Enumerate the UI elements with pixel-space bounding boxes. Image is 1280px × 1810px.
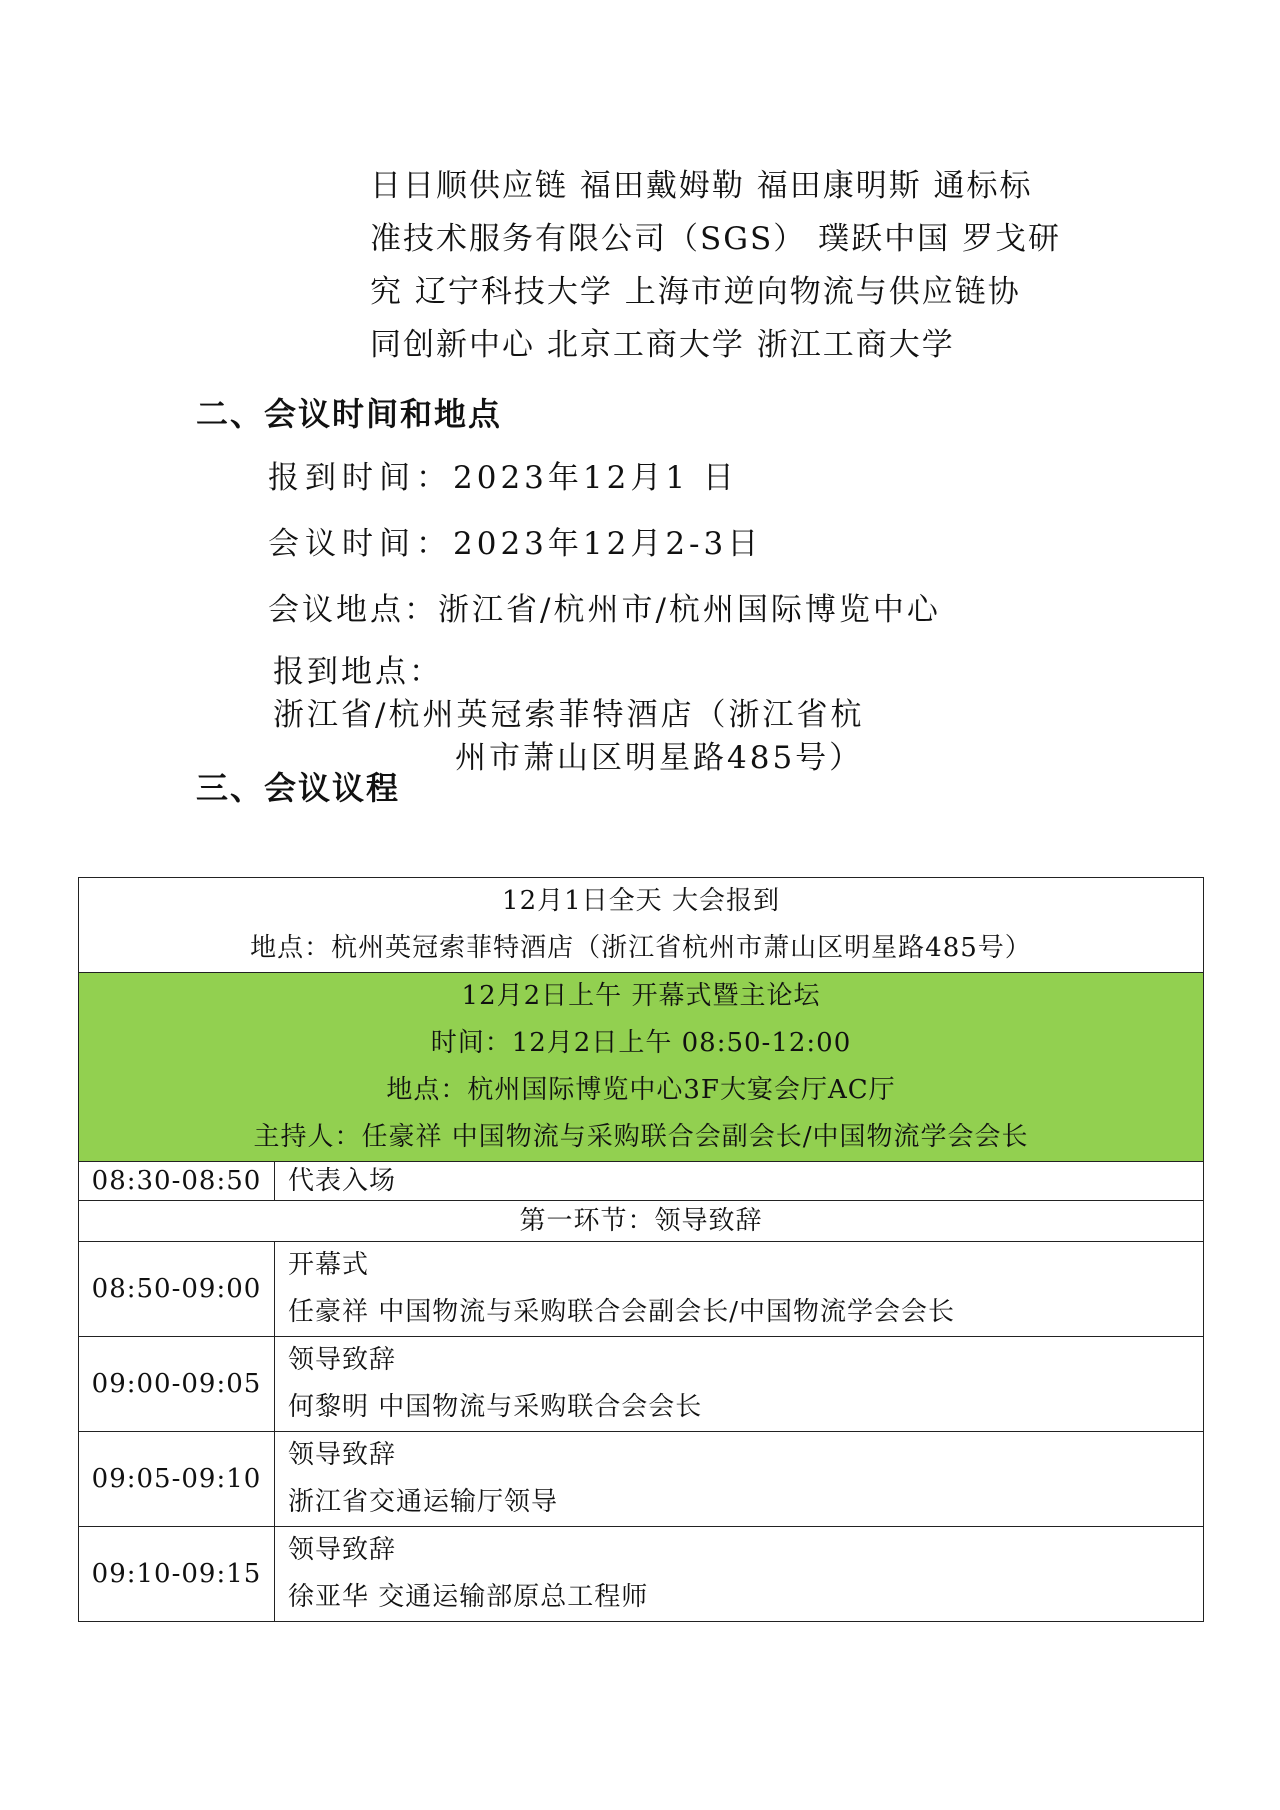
- table-row: [79, 1242, 1204, 1337]
- agenda-item-speaker: 浙江省交通运输厅领导: [288, 1487, 559, 1517]
- table-row: [79, 1432, 1204, 1527]
- agenda-time: 08:30-08:50: [79, 1162, 275, 1201]
- registration-day-title: 12月1日全天 大会报到: [502, 886, 780, 916]
- registration-time-value: 2023年12月1 日: [453, 460, 738, 496]
- agenda-desc: [275, 1242, 1204, 1337]
- table-row: [79, 1162, 1204, 1201]
- agenda-time: 09:00-09:05: [79, 1337, 275, 1432]
- agenda-header-registration-cell: [79, 878, 1204, 973]
- agenda-desc: [275, 1432, 1204, 1527]
- registration-day-location: 地点：杭州英冠索菲特酒店（浙江省杭州市萧山区明星路485号）: [250, 933, 1032, 963]
- agenda-header-opening-cell: [79, 973, 1204, 1162]
- agenda-section-title: 第一环节：领导致辞: [79, 1201, 1204, 1242]
- registration-place-value-line2: 州市萧山区明星路485号）: [455, 740, 864, 776]
- organizer-line: 准技术服务有限公司（SGS） 璞跃中国 罗戈研: [370, 221, 1061, 257]
- opening-location: 地点：杭州国际博览中心3F大宴会厅AC厅: [386, 1075, 896, 1105]
- agenda-item-speaker: 任豪祥 中国物流与采购联合会副会长/中国物流学会会长: [288, 1297, 956, 1327]
- opening-title: 12月2日上午 开幕式暨主论坛: [461, 981, 821, 1011]
- agenda-desc: 代表入场: [275, 1162, 1204, 1201]
- agenda-item-title: 领导致辞: [288, 1440, 397, 1470]
- opening-host: 主持人：任豪祥 中国物流与采购联合会副会长/中国物流学会会长: [253, 1122, 1029, 1152]
- registration-place-value-line1: 浙江省/杭州英冠索菲特酒店（浙江省杭: [273, 697, 865, 733]
- registration-time: [268, 452, 738, 497]
- organizer-line: 同创新中心 北京工商大学 浙江工商大学: [370, 327, 955, 363]
- section-heading-agenda: 三、会议议程: [196, 769, 401, 807]
- agenda-time: 08:50-09:00: [79, 1242, 275, 1337]
- registration-time-label: 报到时间：: [268, 460, 453, 496]
- agenda-time: 09:10-09:15: [79, 1527, 275, 1622]
- table-row: [79, 1527, 1204, 1622]
- agenda-item-speaker: 徐亚华 交通运输部原总工程师: [288, 1582, 649, 1612]
- organizer-line: 日日顺供应链 福田戴姆勒 福田康明斯 通标标: [370, 168, 1033, 204]
- agenda-item-title: 领导致辞: [288, 1535, 397, 1565]
- table-row: [79, 1337, 1204, 1432]
- registration-place-label: 报到地点：: [273, 654, 443, 690]
- meeting-place-value: 浙江省/杭州市/杭州国际博览中心: [438, 592, 941, 628]
- agenda-desc: [275, 1527, 1204, 1622]
- meeting-time-value: 2023年12月2-3日: [453, 526, 763, 562]
- meeting-time: [268, 518, 762, 563]
- meeting-place: [268, 584, 941, 629]
- meeting-time-label: 会议时间：: [268, 526, 453, 562]
- registration-place: [273, 651, 864, 780]
- agenda-item-title: 领导致辞: [288, 1345, 397, 1375]
- meeting-place-label: 会议地点：: [268, 592, 438, 628]
- agenda-header-registration: [79, 878, 1204, 973]
- agenda-table: [78, 877, 1204, 1622]
- agenda-header-opening: [79, 973, 1204, 1162]
- organizer-line: 究 辽宁科技大学 上海市逆向物流与供应链协: [370, 274, 1021, 310]
- organizer-list-paragraph: [370, 160, 1090, 372]
- agenda-time: 09:05-09:10: [79, 1432, 275, 1527]
- section-heading-time-place: 二、会议时间和地点: [196, 395, 503, 433]
- agenda-item-speaker: 何黎明 中国物流与采购联合会会长: [288, 1392, 703, 1422]
- agenda-item-title: 开幕式: [288, 1250, 370, 1280]
- agenda-section-row: [79, 1201, 1204, 1242]
- agenda-desc: [275, 1337, 1204, 1432]
- opening-time: 时间：12月2日上午 08:50-12:00: [430, 1028, 852, 1058]
